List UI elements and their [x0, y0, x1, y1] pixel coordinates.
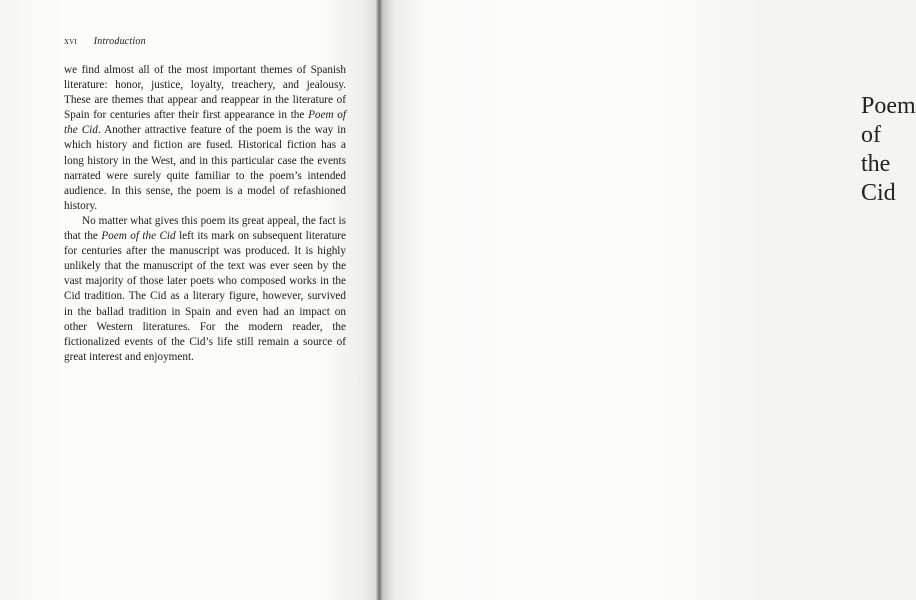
page-number: xvi	[64, 36, 78, 47]
text-run: left its mark on subsequent literature for centuries after the manuscript was produced. It is highly unlikely that the manuscript of the text was ever seen by the vast majority of those later poets who composed works in the Cid tradition. The Cid as a literary figure, however, survived in the ballad tradition in Spain and even had an impact on other Western literatures. For the modern reader, the fictionalized events of the Cid’s life still remain a source of great interest and enjoyment.	[64, 230, 346, 363]
text-run: we find almost all of the most important themes of Spanish literature: honor, justice, loyalty, treachery, and jealousy. These are themes that appear and reappear in the literature of Spain for centuries after their first appearance in the	[64, 64, 346, 122]
book-title	[861, 92, 916, 208]
text-run: . Another attractive feature of the poem is the way in which history and fiction are fused. Historical fiction has a long history in the West, and in this particular case the events narrated were surely quite familiar to the poem’s intended audience. In this sense, the poem is a model of refashioned history.	[64, 124, 346, 212]
book-gutter	[376, 0, 382, 600]
italic-title-ref: Poem of the Cid	[101, 230, 176, 243]
title-line-2: of the Cid	[861, 122, 896, 206]
section-title: Introduction	[93, 36, 146, 47]
left-page	[0, 0, 379, 600]
running-head	[64, 36, 146, 47]
title-line-1: Poem	[861, 93, 916, 119]
right-page	[379, 0, 916, 600]
paragraph-2	[64, 214, 346, 365]
text-run: No matter what gives this poem its great appeal, the fact is that the	[64, 214, 346, 243]
paragraph-1	[64, 63, 346, 214]
italic-title-ref: Poem of the Cid	[64, 109, 346, 137]
body-text	[64, 63, 346, 365]
